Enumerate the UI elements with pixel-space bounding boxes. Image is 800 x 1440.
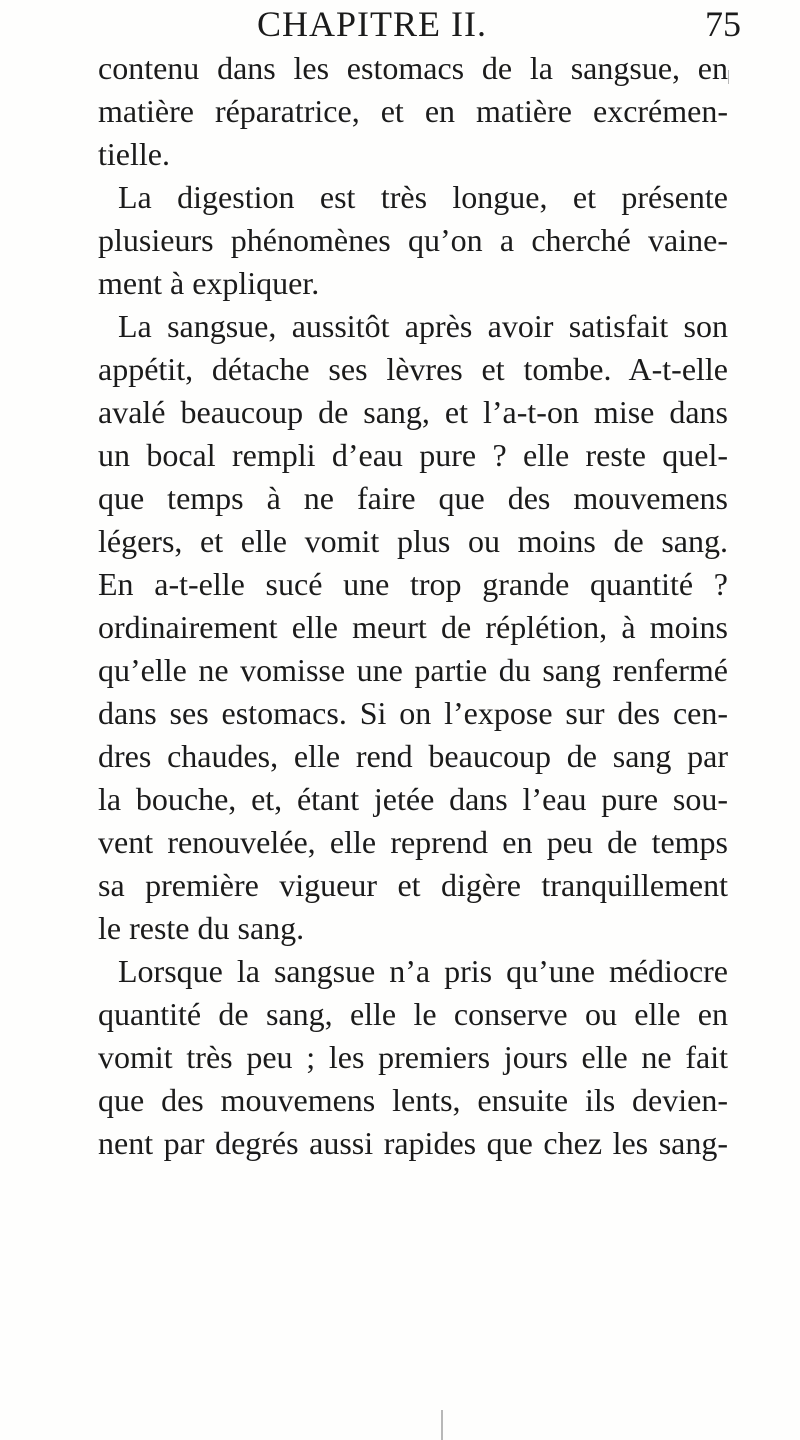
text-line: vent renouvelée, elle reprend en peu de temps: [98, 824, 728, 860]
text-line: la bouche, et, étant jetée dans l’eau pure sou-: [98, 781, 728, 817]
text-line: Lorsque la sangsue n’a pris qu’une médiocre: [118, 953, 728, 989]
paper-speck: [441, 1410, 443, 1440]
chapter-title: CHAPITRE II.: [257, 4, 487, 44]
text-line: tielle.: [98, 136, 170, 172]
body-text: [98, 47, 728, 1165]
text-line: appétit, détache ses lèvres et tombe. A-t-elle: [98, 351, 728, 387]
text-line: La digestion est très longue, et présente: [118, 179, 728, 215]
text-line: contenu dans les estomacs de la sangsue, en: [98, 50, 728, 86]
text-line: un bocal rempli d’eau pure ? elle reste quel-: [98, 437, 728, 473]
text-line: qu’elle ne vomisse une partie du sang renfermé: [98, 652, 728, 688]
text-line: sa première vigueur et digère tranquillement: [98, 867, 728, 903]
text-line: ordinairement elle meurt de réplétion, à moins: [98, 609, 728, 645]
text-line: La sangsue, aussitôt après avoir satisfait son: [118, 308, 728, 344]
text-line: avalé beaucoup de sang, et l’a-t-on mise dans: [98, 394, 728, 430]
text-line: En a-t-elle sucé une trop grande quantité ?: [98, 566, 728, 602]
text-line: quantité de sang, elle le conserve ou elle en: [98, 996, 728, 1032]
page-number: 75: [705, 4, 741, 44]
text-line: que temps à ne faire que des mouvemens: [98, 480, 728, 516]
running-header: [0, 2, 800, 46]
text-line: dans ses estomacs. Si on l’expose sur des cen-: [98, 695, 728, 731]
text-line: dres chaudes, elle rend beaucoup de sang par: [98, 738, 728, 774]
text-line: légers, et elle vomit plus ou moins de sang.: [98, 523, 728, 559]
text-line: plusieurs phénomènes qu’on a cherché vaine-: [98, 222, 728, 258]
text-line: ment à expliquer.: [98, 265, 320, 301]
text-line: que des mouvemens lents, ensuite ils devien-: [98, 1082, 728, 1118]
text-line: vomit très peu ; les premiers jours elle ne fait: [98, 1039, 728, 1075]
paper-speck: [728, 70, 729, 84]
text-line: nent par degrés aussi rapides que chez les sang-: [98, 1125, 728, 1161]
text-line: matière réparatrice, et en matière excrémen-: [98, 93, 728, 129]
text-line: le reste du sang.: [98, 910, 305, 946]
